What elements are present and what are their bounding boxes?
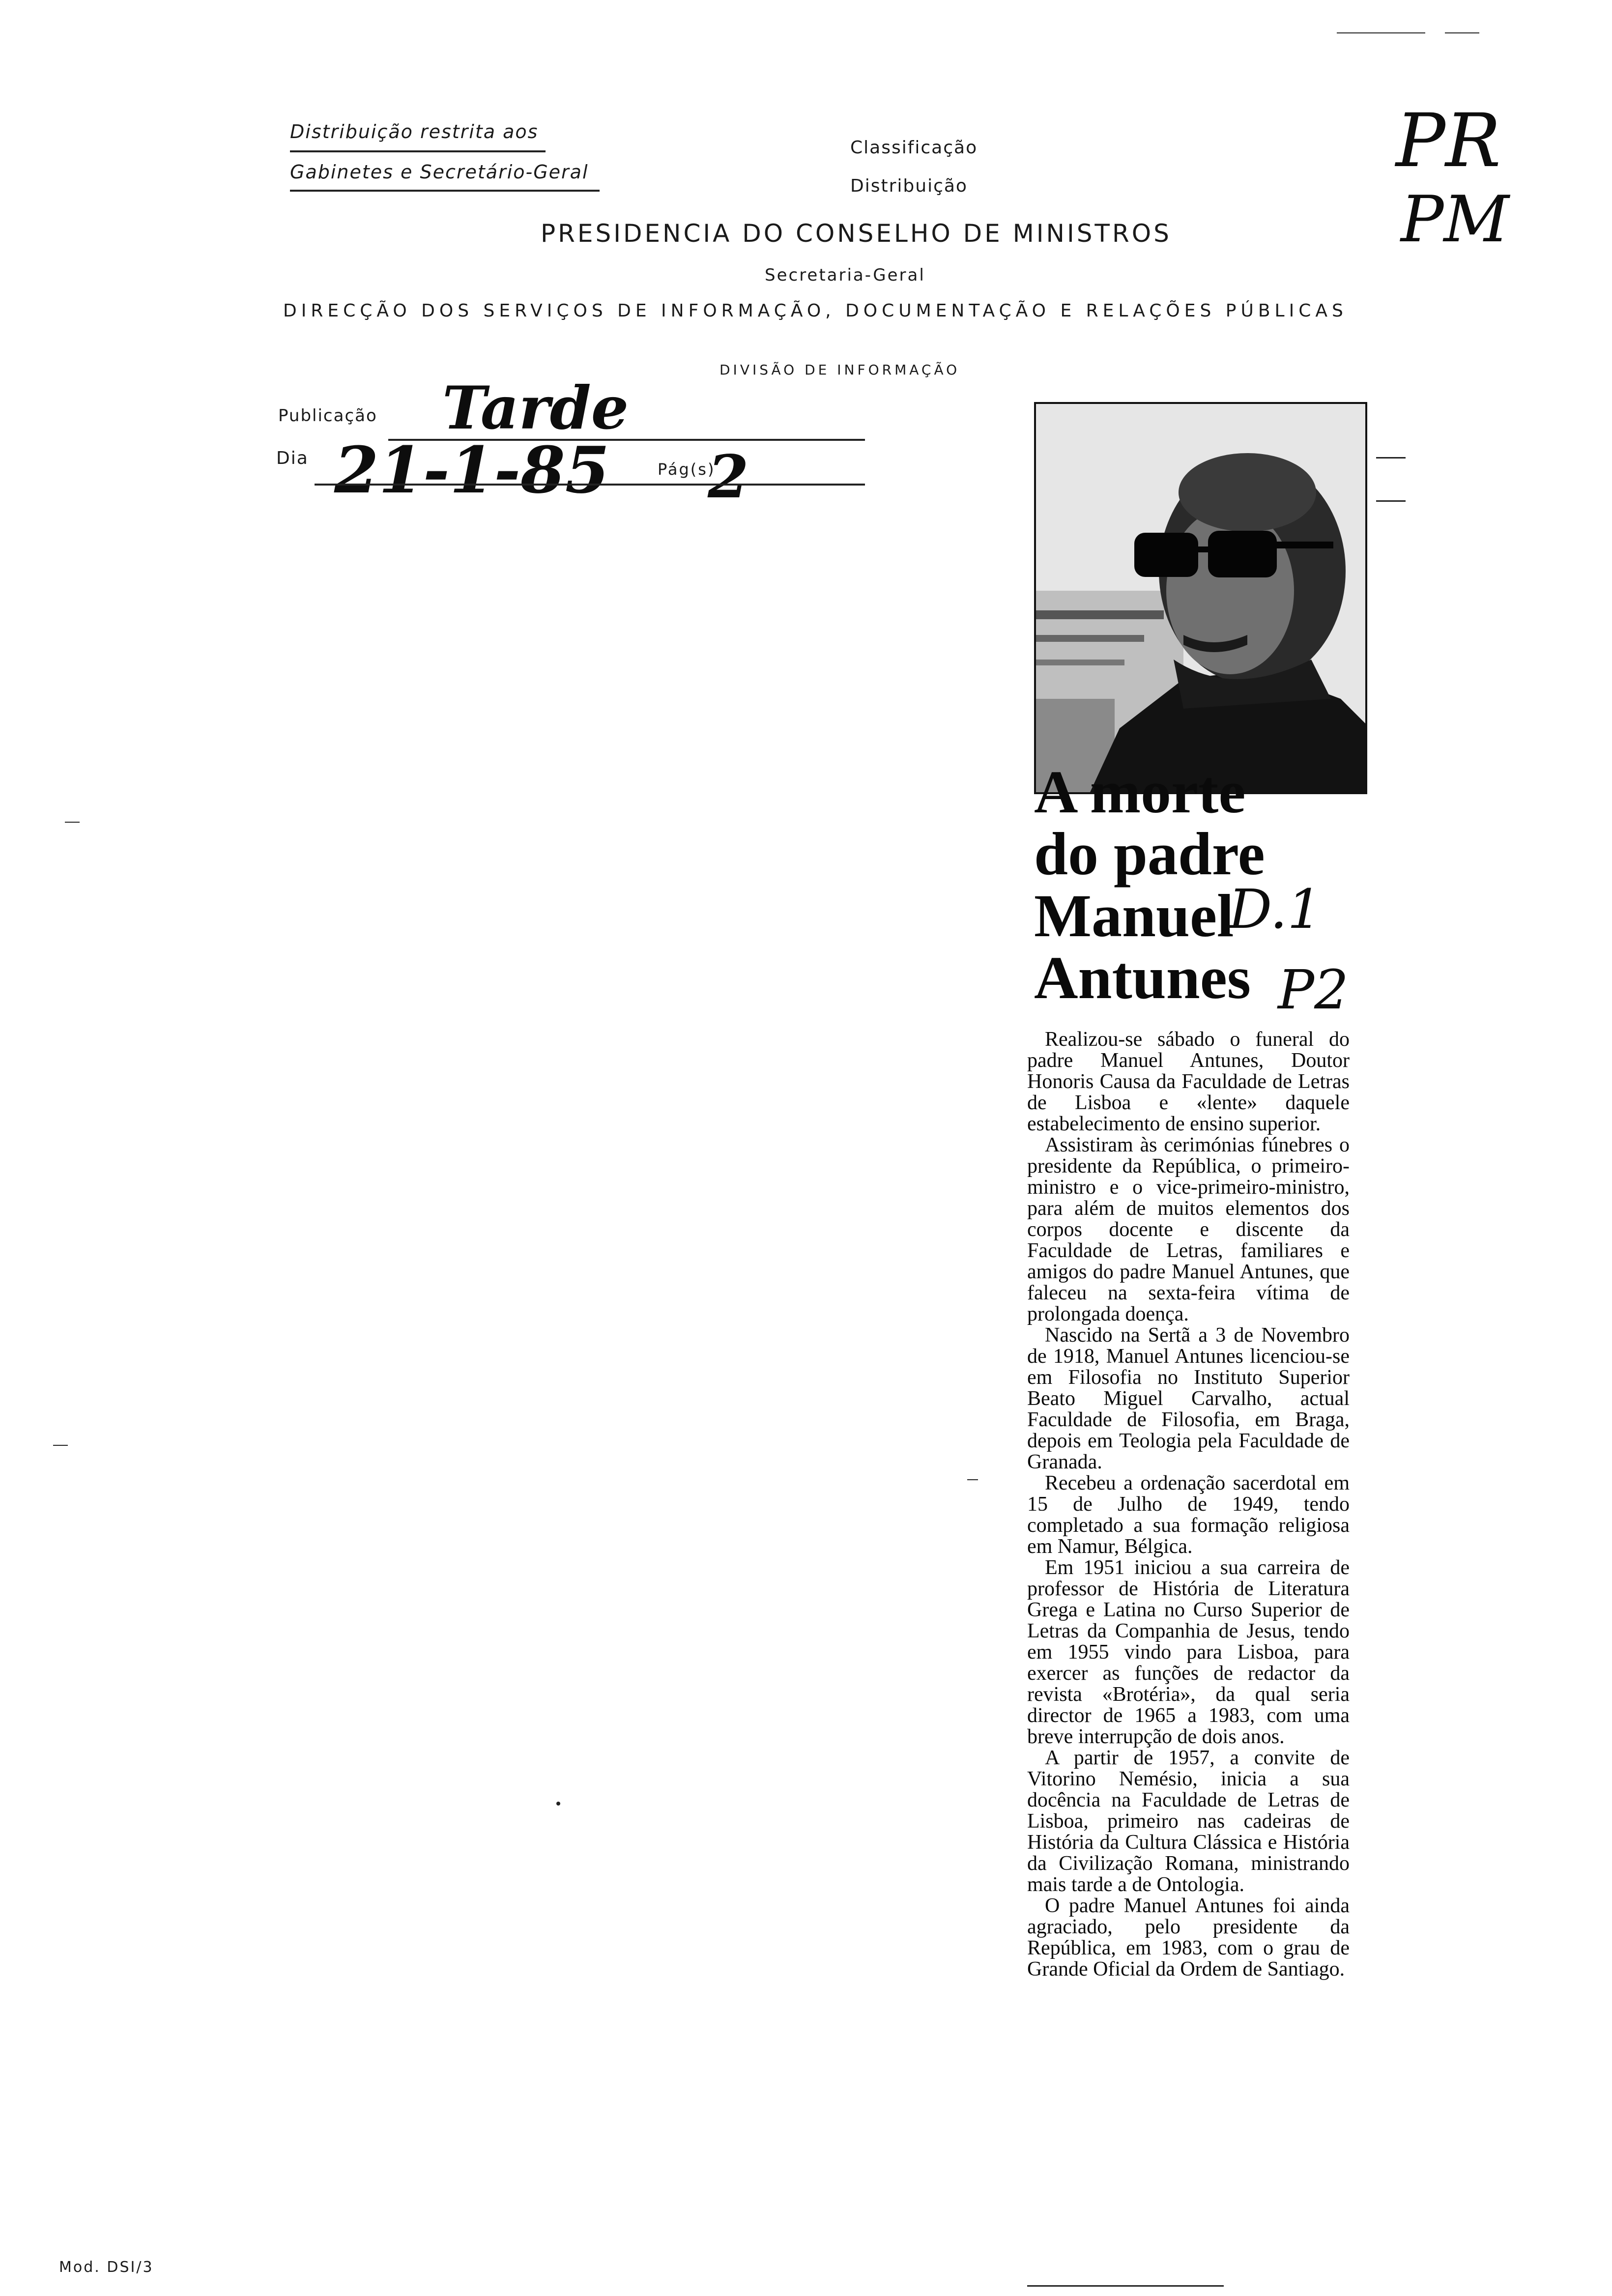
publicacao-label: Publicação — [278, 406, 377, 426]
margin-mark-2 — [1376, 500, 1406, 502]
article-end-rule — [1027, 2285, 1224, 2287]
article-body — [1027, 1029, 1350, 1980]
distribuicao-label: Distribuição — [850, 176, 968, 196]
pags-value: 2 — [708, 442, 749, 512]
headline-line-3: Manuel — [1034, 882, 1234, 949]
left-margin-mark-2 — [53, 1445, 68, 1446]
headline-annotation-d1: D.1 — [1229, 878, 1322, 941]
dia-line — [315, 484, 865, 486]
dia-label: Dia — [276, 448, 309, 468]
article-paragraph: Nascido na Sertã a 3 de Novembro de 1918, Manuel Antunes licenciou-se em Filosofia no Instituto Superior Beato Miguel Carvalho, actual Faculdade de Filosofia, em Braga, depois em Teologia pela Faculdade de Granada. — [1027, 1324, 1350, 1473]
top-right-scan-mark — [1337, 32, 1425, 33]
corner-annotation-pr: PR — [1396, 98, 1501, 184]
left-margin-mark-1 — [65, 822, 80, 823]
article-paragraph: Em 1951 iniciou a sua carreira de professor de História de Literatura Grega e Latina no Curso Superior de Letras da Companhia de Jesus, tendo em 1955 vindo para Lisboa, para exercer as funções de redactor da revista «Brotéria», da qual seria director de 1965 a 1983, com uma breve interrupção de dois anos. — [1027, 1556, 1350, 1748]
dia-value: 21-1-85 — [334, 432, 610, 508]
top-right-scan-mark-2 — [1445, 32, 1479, 33]
article-paragraph: O padre Manuel Antunes foi ainda agraciado, pelo presidente da República, em 1983, com o grau de Grande Oficial da Ordem de Santiago. — [1027, 1894, 1350, 1980]
article-paragraph: A partir de 1957, a convite de Vitorino Nemésio, inicia a sua docência na Faculdade de Letras de Lisboa, primeiro nas cadeiras de História da Cultura Clássica e História da Civilização Romana, ministrando mais tarde a de Ontologia. — [1027, 1747, 1350, 1896]
org-title: PRESIDENCIA DO CONSELHO DE MINISTROS — [541, 219, 1172, 248]
portrait-image — [1036, 404, 1365, 792]
article-paragraph: Assistiram às cerimónias fúnebres o presidente da República, o primeiro-ministro e o vice-primeiro-ministro, para além de muitos elementos dos corpos docente e discente da Faculdade de Letras, familiares e amigos do padre Manuel Antunes, que faleceu na sexta-feira vítima de prolongada doença. — [1027, 1134, 1350, 1325]
publicacao-value: Tarde — [442, 373, 629, 443]
portrait-photo — [1034, 402, 1367, 794]
headline-line-1: A morte — [1034, 758, 1246, 826]
headline-line-4: Antunes — [1034, 944, 1251, 1011]
article-paragraph: Realizou-se sábado o funeral do padre Manuel Antunes, Doutor Honoris Causa da Faculdade de Letras de Lisboa e «lente» daquele estabelecimento de ensino superior. — [1027, 1028, 1350, 1135]
corner-annotation-pm: PM — [1401, 182, 1509, 257]
distribution-restriction-line1: Distribuição restrita aos — [290, 121, 539, 143]
pags-label: Pág(s) — [658, 460, 716, 479]
headline-line-2: do padre — [1034, 820, 1265, 888]
distribution-underline-1 — [290, 150, 546, 152]
margin-mark-1 — [1376, 457, 1406, 459]
model-code: Mod. DSI/3 — [59, 2259, 154, 2276]
column-margin-mark — [967, 1479, 978, 1480]
classificacao-label: Classificação — [850, 138, 978, 158]
headline-annotation-p2: P2 — [1278, 958, 1349, 1021]
direccao-servicos: DIRECÇÃO DOS SERVIÇOS DE INFORMAÇÃO, DOCUMENTAÇÃO E RELAÇÕES PÚBLICAS — [283, 301, 1348, 321]
divisao-informacao: DIVISÃO DE INFORMAÇÃO — [720, 362, 960, 378]
article-paragraph: Recebeu a ordenação sacerdotal em 15 de Julho de 1949, tendo completado a sua formação religiosa em Namur, Bélgica. — [1027, 1472, 1350, 1558]
speck-mark — [556, 1802, 560, 1806]
distribution-restriction-line2: Gabinetes e Secretário-Geral — [290, 161, 589, 183]
distribution-underline-2 — [290, 190, 600, 192]
secretaria-geral: Secretaria-Geral — [765, 265, 925, 285]
